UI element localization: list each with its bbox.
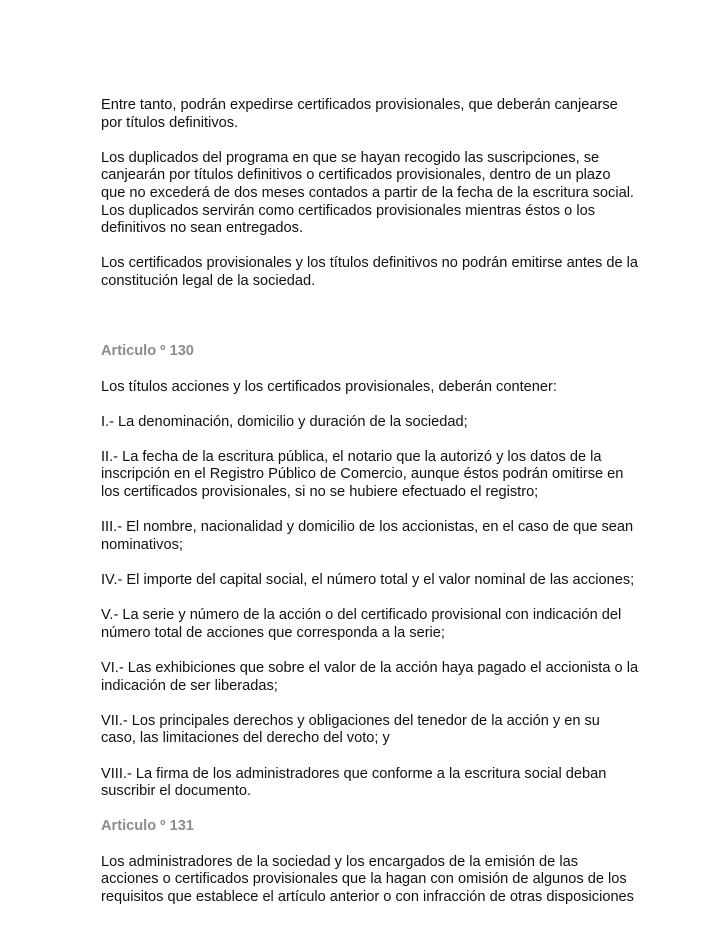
text-line: IV.- El importe del capital social, el número total y el valor nominal de las acciones; bbox=[101, 572, 635, 589]
text-line: Los administradores de la sociedad y los encargados de la emisión de las bbox=[101, 853, 579, 870]
text-line: acciones o certificados provisionales que la hagan con omisión de algunos de los bbox=[101, 871, 627, 888]
text-line: Los duplicados servirán como certificados provisionales mientras éstos o los bbox=[101, 202, 595, 219]
text-line: caso, las limitaciones del derecho del voto; y bbox=[101, 730, 390, 747]
paragraph bbox=[101, 766, 641, 801]
paragraph bbox=[101, 660, 641, 695]
text-line: II.- La fecha de la escritura pública, el notario que la autorizó y los datos de la bbox=[101, 448, 602, 465]
text-line: canjearán por títulos definitivos o certificados provisionales, dentro de un plazo bbox=[101, 167, 611, 184]
paragraph bbox=[101, 713, 641, 748]
text-line: VII.- Los principales derechos y obligaciones del tenedor de la acción y en su bbox=[101, 712, 600, 729]
paragraph bbox=[101, 449, 641, 502]
article-heading: Articulo º 130 bbox=[101, 343, 194, 360]
text-line: Entre tanto, podrán expedirse certificados provisionales, que deberán canjearse bbox=[101, 97, 618, 113]
text-line: Los certificados provisionales y los títulos definitivos no podrán emitirse antes de la bbox=[101, 255, 639, 272]
paragraph bbox=[101, 519, 641, 554]
text-line: número total de acciones que corresponda a la serie; bbox=[101, 624, 445, 641]
paragraph bbox=[101, 572, 641, 590]
text-line: indicación de ser liberadas; bbox=[101, 677, 278, 694]
article-heading: Articulo º 131 bbox=[101, 818, 194, 835]
paragraph bbox=[101, 97, 641, 132]
text-line: suscribir el documento. bbox=[101, 783, 252, 800]
paragraph bbox=[101, 414, 641, 432]
paragraph bbox=[101, 150, 641, 238]
text-line: requisitos que establece el artículo anterior o con infracción de otras disposiciones bbox=[101, 888, 634, 905]
text-line: VIII.- La firma de los administradores que conforme a la escritura social deban bbox=[101, 765, 607, 782]
text-line: definitivos no sean entregados. bbox=[101, 220, 304, 237]
text-line: por títulos definitivos. bbox=[101, 114, 239, 131]
text-line: Los títulos acciones y los certificados provisionales, deberán contener: bbox=[101, 378, 557, 395]
text-line: III.- El nombre, nacionalidad y domicilio de los accionistas, en el caso de que sean bbox=[101, 519, 634, 536]
document-page bbox=[101, 97, 641, 906]
text-line: V.- La serie y número de la acción o del certificado provisional con indicación del bbox=[101, 607, 622, 624]
text-line: Los duplicados del programa en que se hayan recogido las suscripciones, se bbox=[101, 149, 600, 166]
text-line: VI.- Las exhibiciones que sobre el valor de la acción haya pagado el accionista o la bbox=[101, 660, 639, 676]
paragraph bbox=[101, 607, 641, 642]
paragraph bbox=[101, 854, 641, 907]
text-line: nominativos; bbox=[101, 536, 183, 553]
paragraph bbox=[101, 379, 641, 397]
text-line: constitución legal de la sociedad. bbox=[101, 272, 316, 289]
paragraph bbox=[101, 255, 641, 290]
text-line: que no excederá de dos meses contados a partir de la fecha de la escritura social. bbox=[101, 184, 634, 201]
text-line: I.- La denominación, domicilio y duración de la sociedad; bbox=[101, 413, 468, 430]
text-line: los certificados provisionales, si no se hubiere efectuado el registro; bbox=[101, 484, 539, 501]
text-line: inscripción en el Registro Público de Comercio, aunque éstos podrán omitirse en bbox=[101, 466, 624, 483]
